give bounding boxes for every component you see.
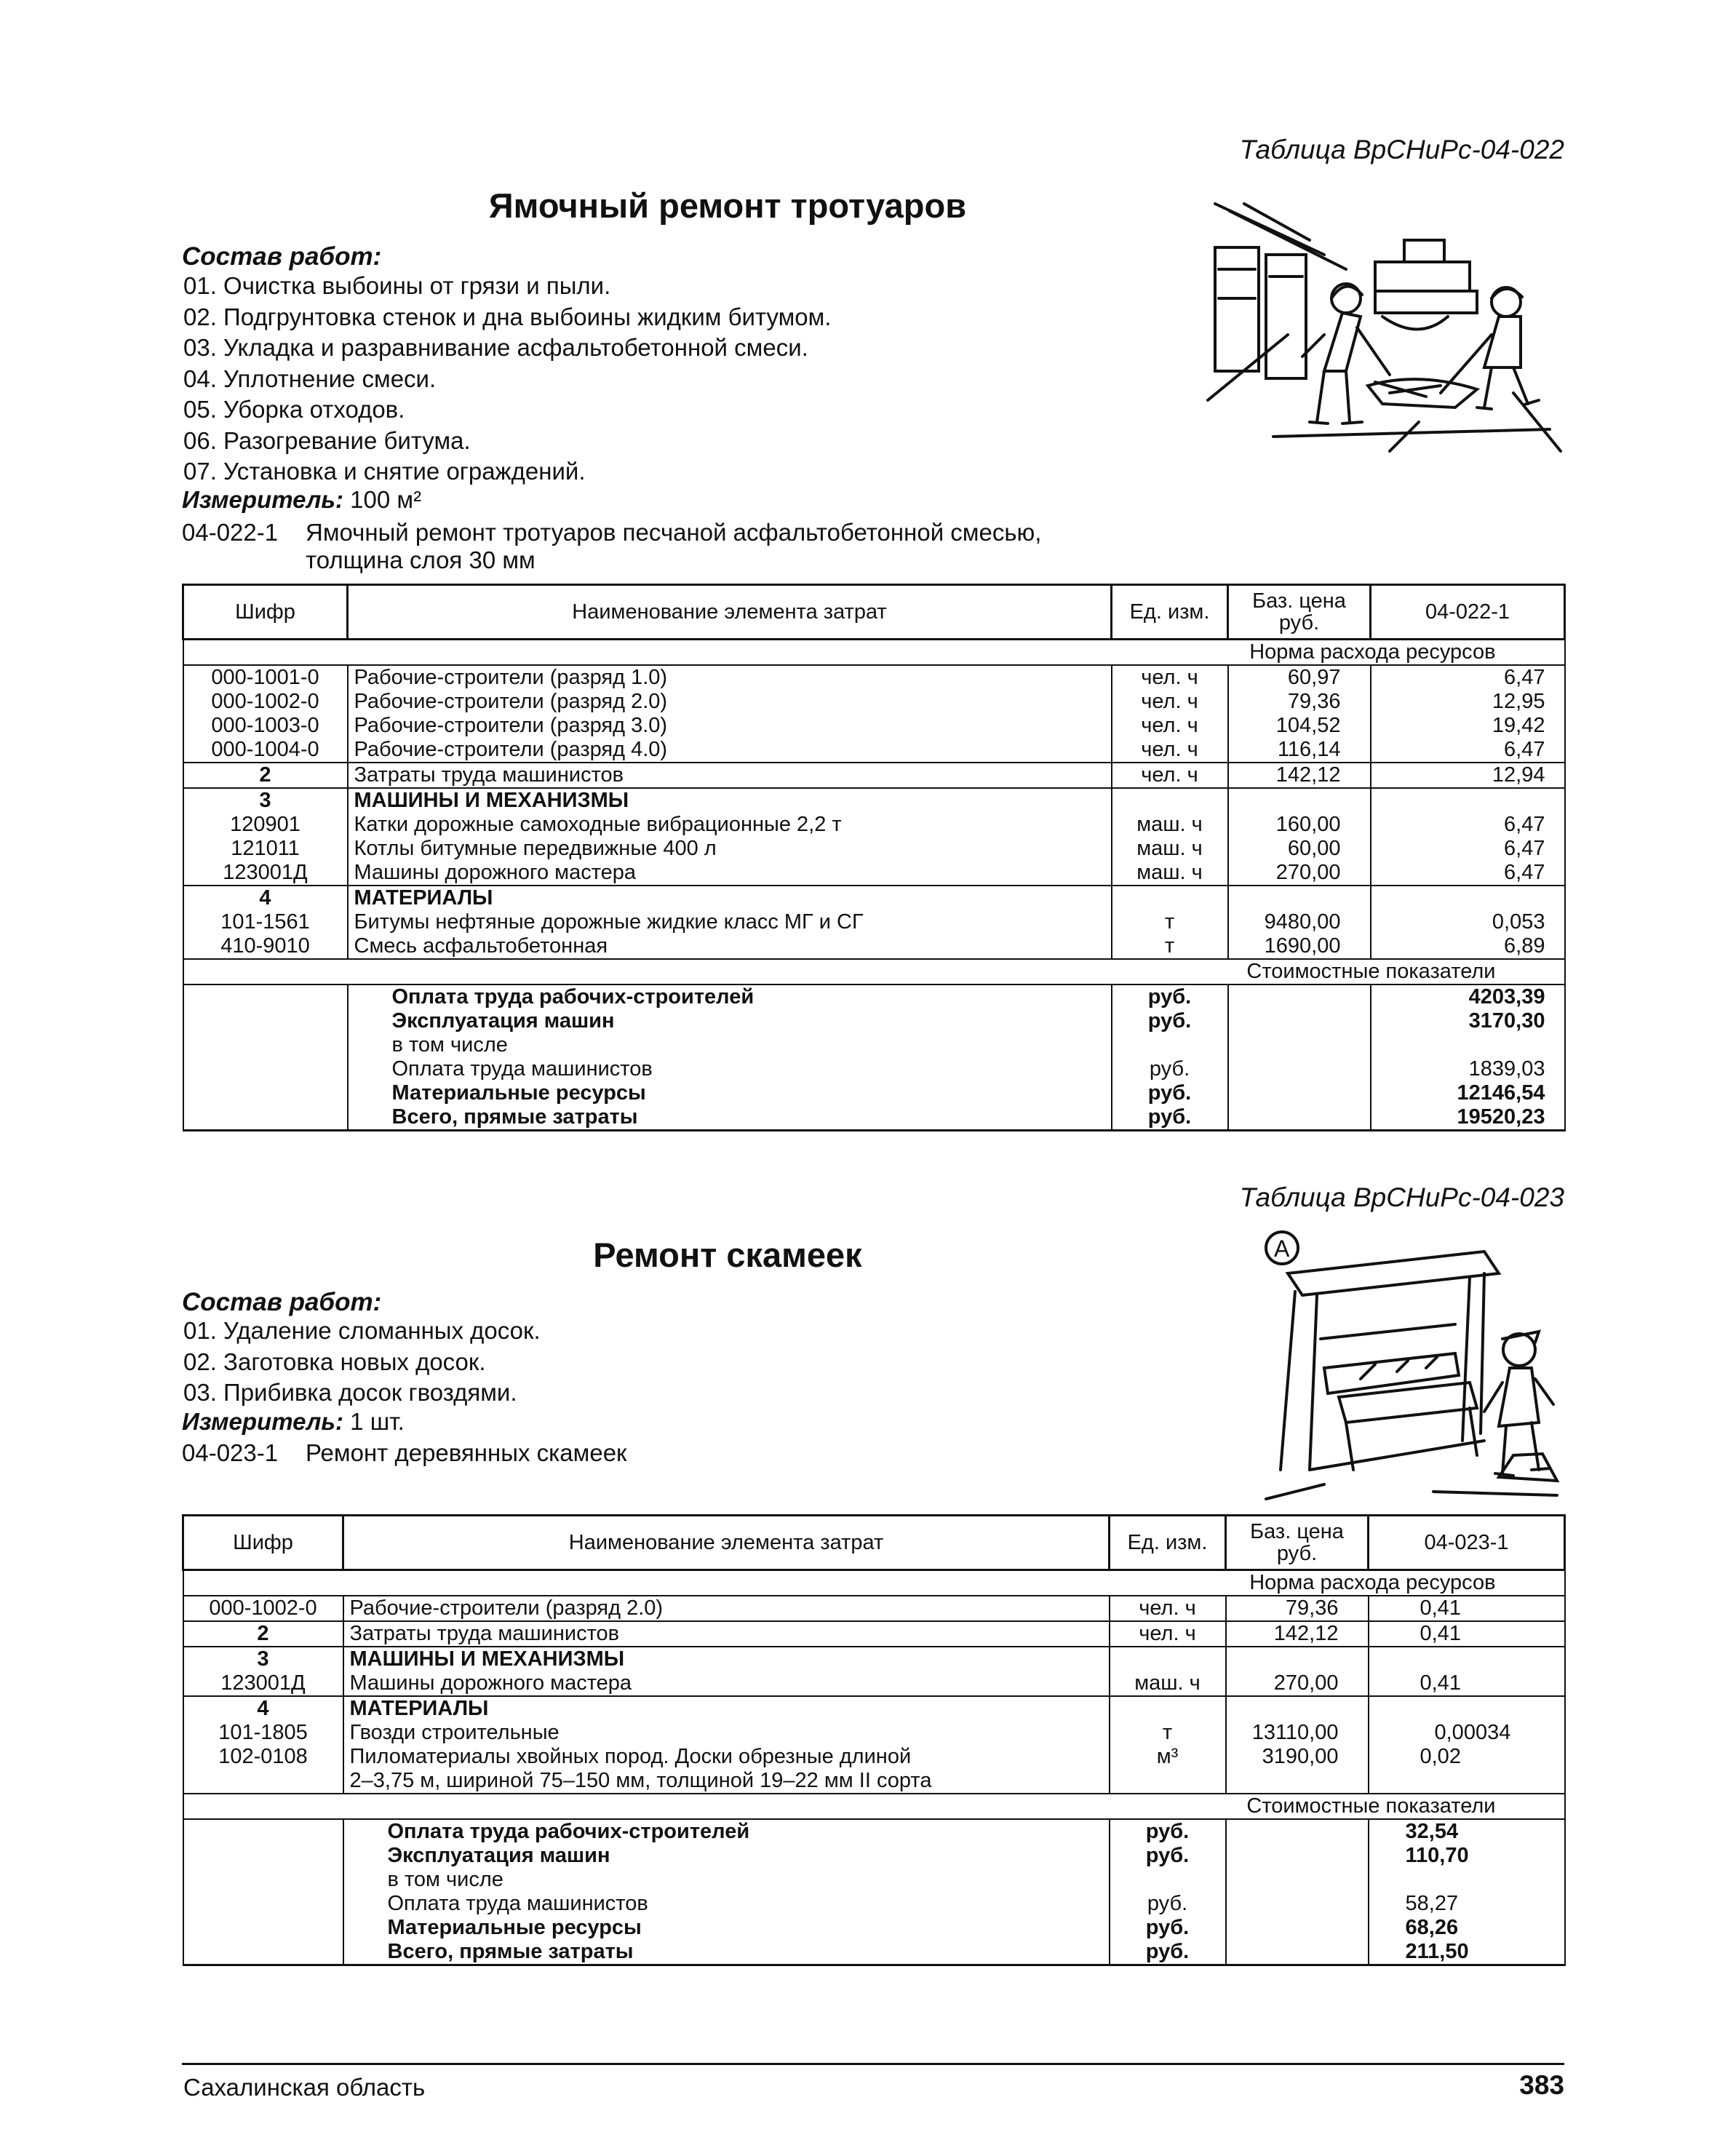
table-caption: Таблица ВрСНиРс-04-022 [1239,135,1564,164]
price-header-line2: руб. [1276,1542,1318,1565]
measure-label: Измеритель: [182,1408,343,1435]
cell-name: МАТЕРИАЛЫ [343,1696,1110,1721]
column-header: Шифр [183,1516,343,1570]
measure-line [182,1408,405,1436]
cell-code: 000-1002-0 [183,1596,343,1621]
cell-code: 410-9010 [183,934,348,959]
cell-norm: 19,42 [1371,714,1565,738]
cell-code: 121011 [183,837,348,861]
road-workers-illustration [1201,189,1564,458]
cell-unit: руб. [1112,1009,1228,1033]
cell-price: 160,00 [1228,813,1371,837]
cell-code: 2 [183,763,348,788]
cell-name: Смесь асфальтобетонная [348,934,1112,959]
cost-table [182,1514,1566,1966]
table-row [183,763,1565,788]
cell-norm: 3170,30 [1371,1009,1565,1033]
cell-name: Котлы битумные передвижные 400 л [348,837,1112,861]
table-row [183,1721,1565,1745]
table-row [183,1105,1565,1131]
cell-norm: 6,47 [1371,813,1565,837]
cell-price: 3190,00 [1226,1745,1369,1769]
cell-name: Всего, прямые затраты [343,1940,1110,1965]
cell-norm: 6,47 [1371,861,1565,886]
cell-name: Оплата труда машинистов [348,1057,1112,1081]
list-item: 05. Уборка отходов. [183,396,405,423]
cell-code: 4 [183,1696,343,1721]
section-label: Стоимостные показатели [183,959,1565,984]
column-header: Ед. изм. [1112,585,1228,640]
column-header: Наименование элемента затрат [343,1516,1110,1570]
cell-norm: 1839,03 [1371,1057,1565,1081]
table-row [183,886,1565,910]
list-item: 02. Заготовка новых досок. [183,1348,486,1375]
work-steps-list [183,1316,541,1409]
composition-label: Состав работ: [182,1288,382,1316]
cell-code: 000-1001-0 [183,665,348,690]
cell-unit [1112,1033,1228,1057]
bench-repair-illustration [1251,1222,1572,1506]
cell-code: 3 [183,788,348,813]
column-header: 04-023-1 [1369,1516,1565,1570]
table-row [183,1647,1565,1671]
cell-price: 270,00 [1228,861,1371,886]
list-item: 07. Установка и снятие ограждений. [183,458,586,485]
cell-norm: 19520,23 [1371,1105,1565,1131]
cell-name: Рабочие-строители (разряд 2.0) [348,690,1112,714]
cell-code: 120901 [183,813,348,837]
cell-norm [1369,1647,1565,1671]
table-row [183,1916,1565,1940]
cell-code [183,1769,343,1794]
measure-label: Измеритель: [182,486,343,513]
cell-norm: 12146,54 [1371,1081,1565,1105]
cell-norm: 32,54 [1369,1819,1565,1844]
cell-price: 13110,00 [1226,1721,1369,1745]
column-header: Наименование элемента затрат [348,585,1112,640]
cell-price [1226,1647,1369,1671]
cost-table [182,584,1566,1131]
cell-norm: 6,47 [1371,665,1565,690]
cell-price [1226,1769,1369,1794]
cell-code: 101-1805 [183,1721,343,1745]
table-row [183,1009,1565,1033]
table-row [183,1868,1565,1892]
cell-unit: т [1110,1721,1226,1745]
table-row [183,1769,1565,1794]
cell-name: в том числе [343,1868,1110,1892]
measure-value: 100 м² [350,486,422,513]
cell-name: Всего, прямые затраты [348,1105,1112,1131]
cell-price: 9480,00 [1228,910,1371,934]
item-code: 04-022-1 [182,519,279,546]
list-item: 02. Подгрунтовка стенок и дна выбоины жидким битумом. [183,303,832,330]
cell-price: 116,14 [1228,738,1371,763]
footer-region: Сахалинская область [183,2074,426,2101]
work-steps-list [183,271,831,488]
cell-price: 142,12 [1228,763,1371,788]
cell-norm: 211,50 [1369,1940,1565,1965]
cell-unit: руб. [1112,1057,1228,1081]
cell-unit: руб. [1112,984,1228,1009]
column-header [1226,1516,1369,1570]
cell-code: 102-0108 [183,1745,343,1769]
cell-unit: чел. ч [1112,763,1228,788]
cell-price: 60,00 [1228,837,1371,861]
table-row [183,910,1565,934]
cell-price: 60,97 [1228,665,1371,690]
cell-name: Битумы нефтяные дорожные жидкие класс МГ и СГ [348,910,1112,934]
footer-divider [182,2063,1564,2065]
cell-norm: 58,27 [1369,1892,1565,1916]
section-label: Стоимостные показатели [183,1794,1565,1819]
table-row [183,1844,1565,1868]
table-row [183,1671,1565,1696]
item-text-continued: толщина слоя 30 мм [306,546,535,573]
cell-norm: 110,70 [1369,1844,1565,1868]
cell-unit: маш. ч [1110,1671,1226,1696]
cell-unit: руб. [1112,1081,1228,1105]
table-row [183,861,1565,886]
cell-unit: м³ [1110,1745,1226,1769]
column-header: Ед. изм. [1110,1516,1226,1570]
cell-code: 000-1003-0 [183,714,348,738]
cell-price: 1690,00 [1228,934,1371,959]
table-row [183,1621,1565,1647]
cell-unit: руб. [1112,1105,1228,1131]
cell-code: 123001Д [183,861,348,886]
list-item: 03. Прибивка досок гвоздями. [183,1379,517,1406]
table-row [183,1081,1565,1105]
cell-unit: маш. ч [1112,837,1228,861]
item-text: Ремонт деревянных скамеек [306,1439,627,1466]
cell-norm [1371,886,1565,910]
cell-norm: 0,02 [1369,1745,1565,1769]
cell-norm: 12,94 [1371,763,1565,788]
table-row [183,1057,1565,1081]
cell-price: 142,12 [1226,1621,1369,1647]
cell-norm: 0,41 [1369,1596,1565,1621]
cell-unit [1110,1647,1226,1671]
cell-name: Пиломатериалы хвойных пород. Доски обрезные длиной [343,1745,1110,1769]
section-title: Ямочный ремонт тротуаров [488,186,967,225]
cell-unit: руб. [1110,1916,1226,1940]
cell-name: Катки дорожные самоходные вибрационные 2,2 т [348,813,1112,837]
cell-name: Машины дорожного мастера [343,1671,1110,1696]
cell-unit: чел. ч [1112,714,1228,738]
cell-code: 2 [183,1621,343,1647]
cell-unit: руб. [1110,1940,1226,1965]
table-row [183,1745,1565,1769]
measure-line [182,486,421,514]
cell-name: Материальные ресурсы [343,1916,1110,1940]
table-row [183,714,1565,738]
cell-code: 3 [183,1647,343,1671]
cell-norm [1369,1868,1565,1892]
cell-unit: чел. ч [1112,690,1228,714]
cell-name: Машины дорожного мастера [348,861,1112,886]
cell-name: Рабочие-строители (разряд 2.0) [343,1596,1110,1621]
item-text: Ямочный ремонт тротуаров песчаной асфальтобетонной смесью, [306,519,1042,546]
cell-norm: 68,26 [1369,1916,1565,1940]
cell-unit [1110,1696,1226,1721]
cell-code: 123001Д [183,1671,343,1696]
cell-unit: т [1112,910,1228,934]
page-number: 383 [1519,2070,1564,2100]
cell-norm: 6,47 [1371,738,1565,763]
section-label: Норма расхода ресурсов [183,1570,1565,1596]
cell-unit: руб. [1110,1892,1226,1916]
cell-unit: руб. [1110,1819,1226,1844]
cell-name: Затраты труда машинистов [348,763,1112,788]
cell-norm: 0,053 [1371,910,1565,934]
column-header: 04-022-1 [1371,585,1565,640]
cell-unit: чел. ч [1110,1621,1226,1647]
cell-unit: чел. ч [1112,738,1228,763]
cell-name: Эксплуатация машин [348,1009,1112,1033]
list-item: 06. Разогревание битума. [183,426,471,454]
list-item: 01. Очистка выбоины от грязи и пыли. [183,272,611,299]
list-item: 03. Укладка и разравнивание асфальтобетонной смеси. [183,334,808,361]
table-row [183,690,1565,714]
cell-unit: маш. ч [1112,813,1228,837]
cell-unit: маш. ч [1112,861,1228,886]
cell-name: Рабочие-строители (разряд 4.0) [348,738,1112,763]
table-row [183,837,1565,861]
table-row [183,1696,1565,1721]
table-row [183,1819,1565,1844]
table-row [183,1596,1565,1621]
cell-name: МАШИНЫ И МЕХАНИЗМЫ [348,788,1112,813]
measure-value: 1 шт. [350,1408,405,1435]
cell-name: Оплата труда рабочих-строителей [343,1819,1110,1844]
cell-name: 2–3,75 м, шириной 75–150 мм, толщиной 19–22 мм II сорта [343,1769,1110,1794]
list-item: 04. Уплотнение смеси. [183,365,437,392]
table-row [183,665,1565,690]
cell-norm: 6,89 [1371,934,1565,959]
cell-price: 79,36 [1228,690,1371,714]
cell-price [1226,1696,1369,1721]
cell-name: МАШИНЫ И МЕХАНИЗМЫ [343,1647,1110,1671]
table-row [183,738,1565,763]
cell-norm [1371,1033,1565,1057]
cell-unit: руб. [1110,1844,1226,1868]
table-caption: Таблица ВрСНиРс-04-023 [1239,1182,1564,1212]
cell-unit [1110,1769,1226,1794]
table-row [183,788,1565,813]
cell-code: 101-1561 [183,910,348,934]
cell-unit [1112,886,1228,910]
price-header-line1: Баз. цена [1250,1520,1344,1543]
cell-name: Затраты труда машинистов [343,1621,1110,1647]
table-row [183,984,1565,1009]
section-title: Ремонт скамеек [593,1236,862,1274]
cell-unit [1112,788,1228,813]
cell-name: Рабочие-строители (разряд 3.0) [348,714,1112,738]
cell-name: МАТЕРИАЛЫ [348,886,1112,910]
price-header-line1: Баз. цена [1252,589,1346,613]
cell-norm [1369,1696,1565,1721]
cell-unit: чел. ч [1110,1596,1226,1621]
cell-norm: 12,95 [1371,690,1565,714]
column-header [1228,585,1371,640]
column-header: Шифр [183,585,348,640]
illustration-marker: A [1274,1236,1290,1262]
list-item: 01. Удаление сломанных досок. [183,1317,541,1344]
cell-unit [1110,1868,1226,1892]
table-row [183,813,1565,837]
item-description [182,1439,627,1467]
cell-name: Гвозди строительные [343,1721,1110,1745]
table-row [183,1940,1565,1965]
table-row [183,1892,1565,1916]
price-header-line2: руб. [1278,611,1320,635]
cell-price [1228,886,1371,910]
cell-code: 000-1004-0 [183,738,348,763]
cell-name: Оплата труда машинистов [343,1892,1110,1916]
table-row [183,934,1565,959]
cell-name: Материальные ресурсы [348,1081,1112,1105]
cell-name: Эксплуатация машин [343,1844,1110,1868]
cell-code: 000-1002-0 [183,690,348,714]
cell-norm: 4203,39 [1371,984,1565,1009]
cell-code: 4 [183,886,348,910]
table-row [183,1033,1565,1057]
cell-norm [1369,1769,1565,1794]
section-label: Норма расхода ресурсов [183,640,1565,666]
cell-norm: 6,47 [1371,837,1565,861]
cell-price: 79,36 [1226,1596,1369,1621]
cell-price: 270,00 [1226,1671,1369,1696]
cell-unit: т [1112,934,1228,959]
cell-name: Рабочие-строители (разряд 1.0) [348,665,1112,690]
cell-price: 104,52 [1228,714,1371,738]
cell-norm: 0,41 [1369,1671,1565,1696]
cell-price [1228,788,1371,813]
cell-name: в том числе [348,1033,1112,1057]
cell-norm: 0,00034 [1369,1721,1565,1745]
composition-label: Состав работ: [182,242,382,271]
item-description [182,519,1041,574]
item-code: 04-023-1 [182,1439,279,1466]
cell-norm: 0,41 [1369,1621,1565,1647]
cell-unit: чел. ч [1112,665,1228,690]
cell-name: Оплата труда рабочих-строителей [348,984,1112,1009]
cell-norm [1371,788,1565,813]
